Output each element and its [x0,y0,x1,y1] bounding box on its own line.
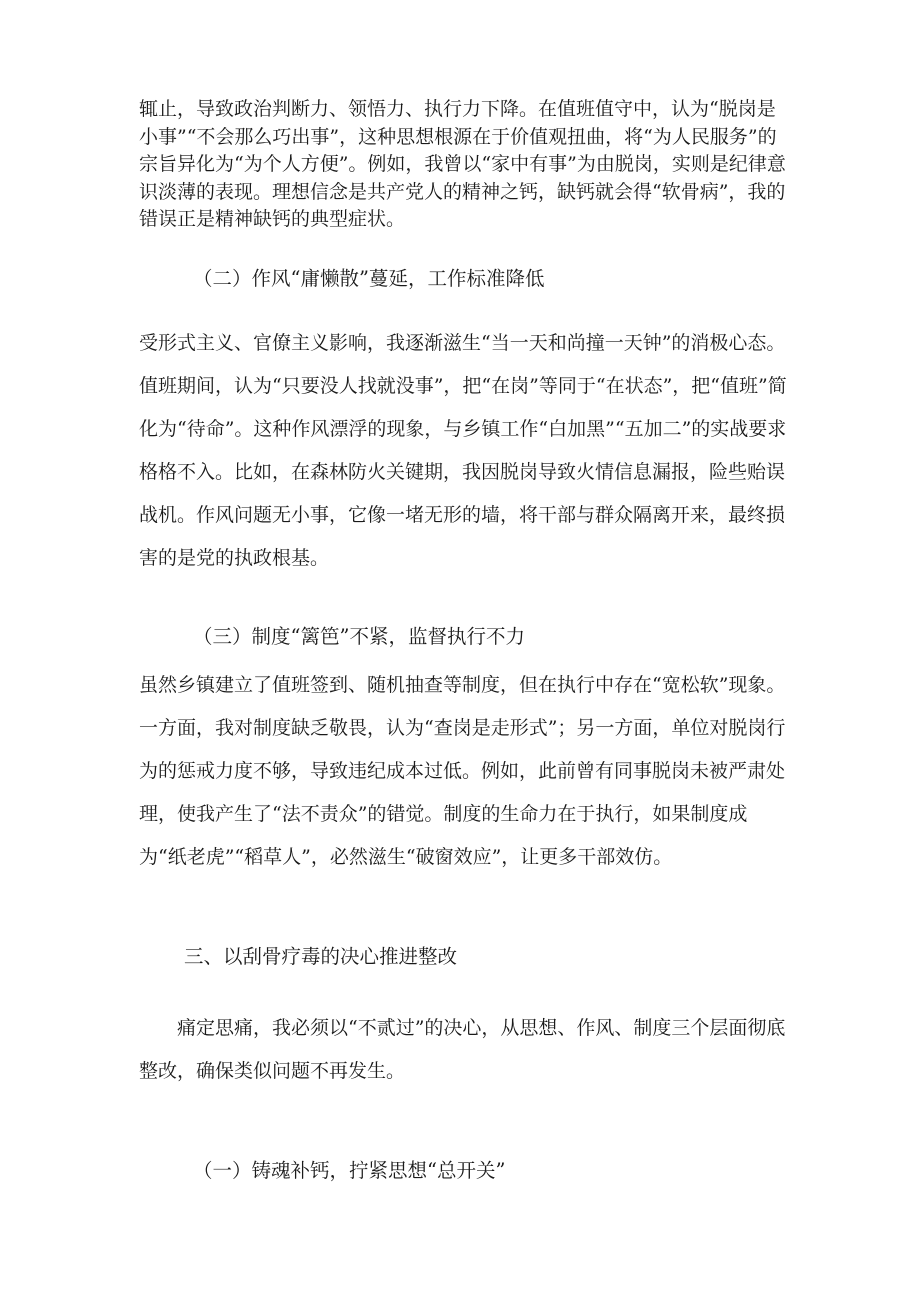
paragraph-style-issues: 受形式主义、官僚主义影响，我逐渐滋生“当一天和尚撞一天钟”的消极心态。值班期间，认为“只要没人找就没事”，把“在岗”等同于“在状态”，把“值班”简化为“待命”。这种作风漂浮的现象，与乡镇工作“白加黑”“五加二”的实战要求格格不入。比如，在森林防火关键期，我因脱岗导致火情信息漏报，险些贻误战机。作风问题无小事，它像一堵无形的墙，将干部与群众隔离开来，最终损害的是党的执政根基。 [139,332,787,569]
section-title: 三、以刮骨疗毒的决心推进整改 [184,945,458,968]
paragraph-continued: 辄止，导致政治判断力、领悟力、执行力下降。在值班值守中，认为“脱岗是小事”“不会那么巧出事”，这种思想根源在于价值观扭曲，将“为人民服务”的宗旨异化为“为个人方便”。例如，我曾以“家中有事”为由脱岗，实则是纪律意识淡薄的表现。理想信念是共产党人的精神之钙，缺钙就会得“软骨病”，我的错误正是精神缺钙的典型症状。 [139,98,786,230]
paragraph-rectification-intro: 痛定思痛，我必须以“不贰过”的决心，从思想、作风、制度三个层面彻底整改，确保类似问题不再发生。 [139,1017,786,1082]
subheading-two: （二）作风“庸懒散”蔓延，工作标准降低 [193,267,545,290]
subheading-three: （三）制度“篱笆”不紧，监督执行不力 [193,625,525,648]
subheading-one: （一）铸魂补钙，拧紧思想“总开关” [193,1159,506,1182]
paragraph-system-issues: 虽然乡镇建立了值班签到、随机抽查等制度，但在执行中存在“宽松软”现象。一方面，我对制度缺乏敬畏，认为“查岗是走形式”；另一方面，单位对脱岗行为的惩戒力度不够，导致违纪成本过低。例如，此前曾有同事脱岗未被严肃处理，使我产生了“法不责众”的错觉。制度的生命力在于执行，如果制度成为“纸老虎”“稻草人”，必然滋生“破窗效应”，让更多干部效仿。 [139,674,786,868]
